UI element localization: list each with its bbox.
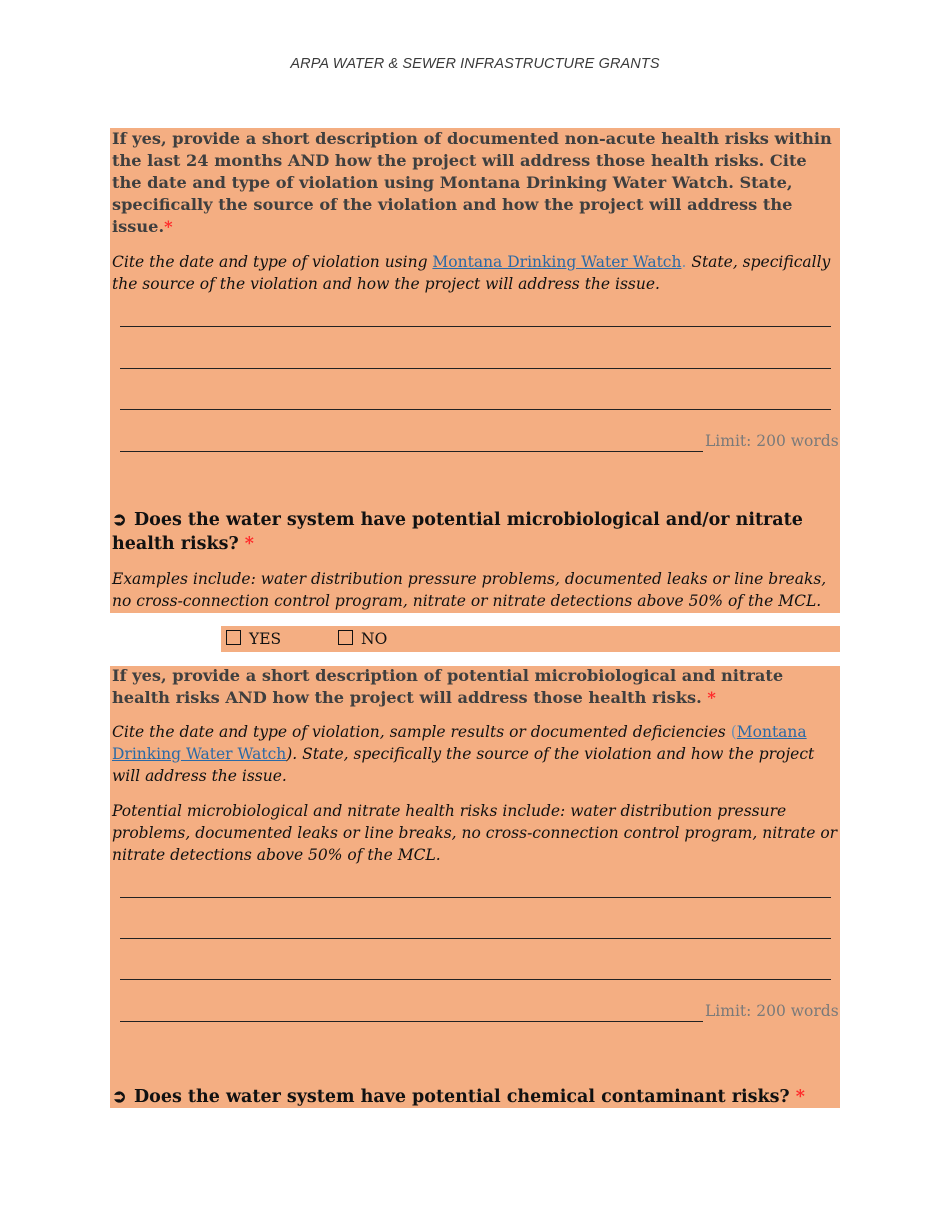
no-option[interactable]: NO	[338, 628, 387, 650]
non-acute-risk-hint: Cite the date and type of violation using Montana Drinking Water Watch. State, specifically the source of the violation and how the project will address the issue.	[112, 253, 831, 293]
word-limit-label: Limit: 200 words	[705, 1002, 839, 1020]
answer-line[interactable]	[120, 326, 831, 327]
required-mark: *	[795, 1087, 805, 1107]
required-mark: *	[244, 534, 254, 554]
answer-line[interactable]	[120, 368, 831, 369]
non-acute-risk-question: If yes, provide a short description of documented non-acute health risks within the last 24 months AND how the project will address those health risks. Cite the date and type of violation using Montana Drinking Water Watch. State, specifically the source of the violation and how the project will address the issue.*	[112, 129, 832, 236]
answer-line[interactable]	[120, 409, 831, 410]
chemical-contaminant-question: ➲ Does the water system have potential chemical contaminant risks? *	[112, 1087, 805, 1107]
yes-option[interactable]: YES	[226, 628, 281, 650]
no-checkbox[interactable]	[338, 630, 353, 645]
page-header: ARPA WATER & SEWER INFRASTRUCTURE GRANTS	[290, 56, 660, 72]
drinking-water-watch-link[interactable]: Montana Drinking Water Watch	[432, 253, 682, 271]
answer-line[interactable]	[120, 451, 703, 452]
answer-line[interactable]	[120, 1021, 703, 1022]
arrow-icon: ➲	[112, 1087, 127, 1107]
microbiological-risk-question: ➲ Does the water system have potential microbiological and/or nitrate health risks? *	[112, 510, 803, 554]
required-mark: *	[707, 688, 716, 707]
answer-line[interactable]	[120, 979, 831, 980]
required-mark: *	[164, 217, 173, 236]
microbiological-description-question: If yes, provide a short description of potential microbiological and nitrate health risks AND how the project will address those health risks. *	[112, 666, 784, 707]
answer-line[interactable]	[120, 897, 831, 898]
word-limit-label: Limit: 200 words	[705, 432, 839, 450]
yes-checkbox[interactable]	[226, 630, 241, 645]
drinking-water-watch-link[interactable]: Montana Drinking Water Watch	[112, 723, 807, 763]
arrow-icon: ➲	[112, 510, 127, 530]
yes-no-background	[221, 626, 840, 652]
microbiological-examples: Examples include: water distribution pressure problems, documented leaks or line breaks, no cross-connection control program, nitrate or nitrate detections above 50% of the MCL.	[112, 570, 827, 610]
answer-line[interactable]	[120, 938, 831, 939]
microbiological-risks-list: Potential microbiological and nitrate health risks include: water distribution pressure problems, documented leaks or line breaks, no cross-connection control program, nitrate or nitrate detections above 50% of the MCL.	[112, 802, 838, 864]
microbiological-description-hint: Cite the date and type of violation, sample results or documented deficiencies (Montana Drinking Water Watch). State, specifically the source of the violation and how the project will address the issue.	[112, 723, 815, 785]
